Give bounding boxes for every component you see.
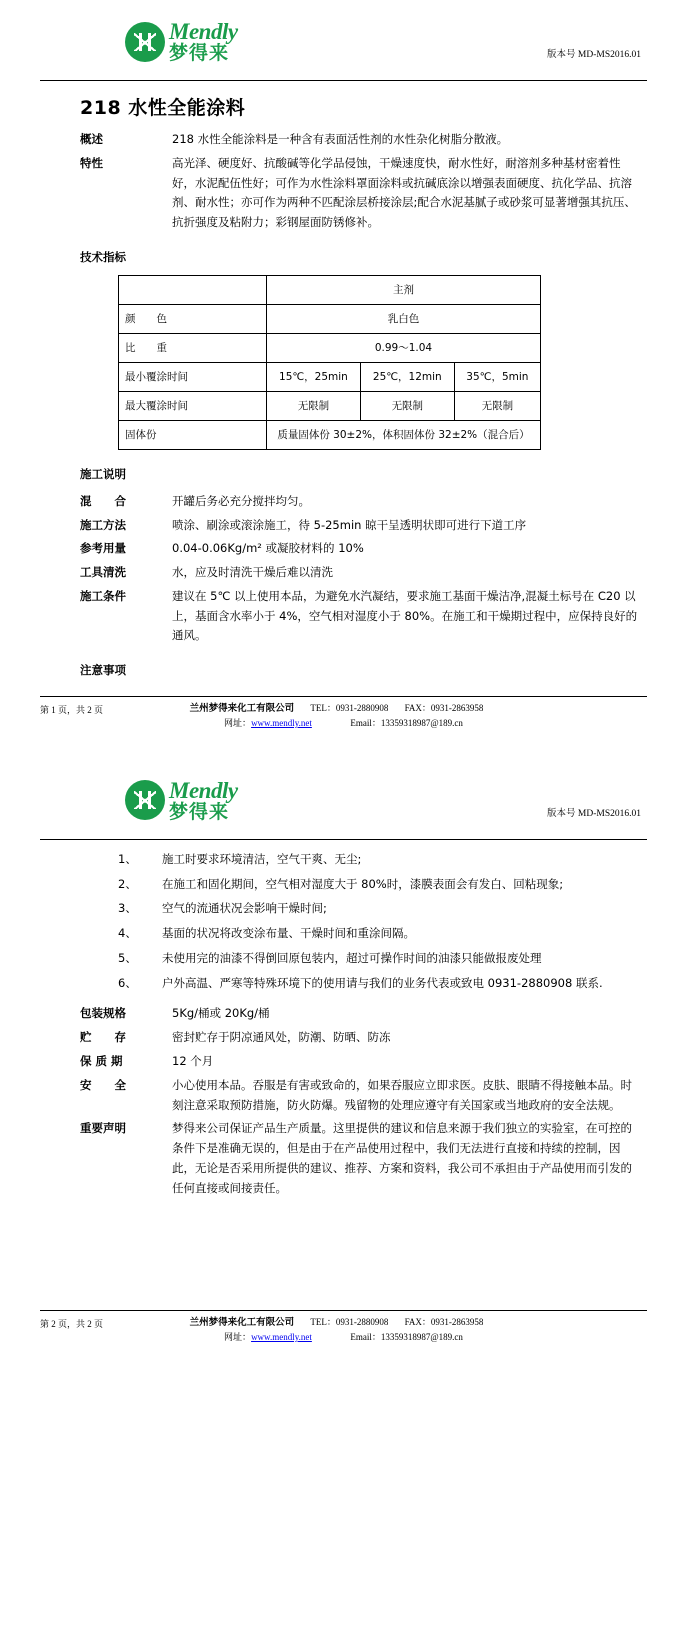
spec-table bbox=[118, 275, 541, 450]
storage-value: 密封贮存于阴凉通风处，防潮、防晒、防冻 bbox=[172, 1030, 391, 1045]
header-divider-p1 bbox=[40, 80, 647, 81]
spec-label-solids: 固体份 bbox=[119, 420, 267, 449]
method-label: 施工方法 bbox=[80, 517, 126, 532]
footer-company-p2: 兰州梦得来化工有限公司 bbox=[189, 1317, 295, 1329]
spec-value-min-recoat-1: 15℃，25min bbox=[267, 362, 361, 391]
footer-email-p1: 13359318987@189.cn bbox=[380, 717, 463, 728]
footer-web-label-p2: 网址： bbox=[224, 1332, 252, 1343]
list-item bbox=[40, 924, 647, 944]
list-item bbox=[40, 974, 647, 994]
conditions-row bbox=[40, 587, 647, 646]
footer-company-p1: 兰州梦得来化工有限公司 bbox=[189, 703, 295, 715]
shelf-life-label: 保 质 期 bbox=[80, 1053, 123, 1068]
tool-clean-row bbox=[40, 563, 647, 583]
note-text-3: 空气的流通状况会影响干燥时间; bbox=[162, 901, 327, 916]
page-footer-2 bbox=[40, 1310, 647, 1353]
logo-text bbox=[169, 20, 238, 63]
note-number-1: 1、 bbox=[118, 851, 137, 866]
method-row bbox=[40, 516, 647, 536]
disclaimer-label: 重要声明 bbox=[80, 1121, 126, 1136]
spec-value-solids: 质量固体份 30±2%，体积固体份 32±2%（混合后） bbox=[267, 420, 541, 449]
list-item bbox=[40, 850, 647, 870]
features-label: 特性 bbox=[80, 155, 103, 170]
safety-row bbox=[40, 1076, 647, 1116]
table-row bbox=[119, 420, 541, 449]
list-item bbox=[40, 899, 647, 919]
mixing-label: 混 合 bbox=[80, 493, 126, 508]
list-item bbox=[40, 949, 647, 969]
notice-heading: 注意事项 bbox=[80, 663, 126, 678]
logo-chinese-name: 梦得来 bbox=[169, 42, 230, 64]
conditions-label: 施工条件 bbox=[80, 588, 126, 603]
footer-web-link-p1[interactable]: www.mendly.net bbox=[251, 717, 312, 728]
safety-value: 小心使用本品。吞服是有害或致命的，如果吞服应立即求医。皮肤、眼睛不得接触本品。时刻注意采取预防措施，防火防爆。残留物的处理应遵守有关国家或当地政府的安全法规。 bbox=[172, 1077, 632, 1112]
footer-divider-p2 bbox=[40, 1310, 647, 1311]
features-value: 高光泽、硬度好、抗酸碱等化学品侵蚀，干燥速度快，耐水性好，耐溶剂多种基材密着性好，水泥配伍性好；可作为水性涂料罩面涂料或抗碱底涂以增强表面硬度、抗化学品、抗溶剂、耐水性；亦可作为两种不匹配涂层桥接涂层;配合水泥基腻子或砂浆可显著增强其抗压、抗折强度及粘附力；彩钢屋面防锈修补。 bbox=[172, 155, 636, 230]
page-number-p2: 第 2 页，共 2 页 bbox=[40, 1319, 104, 1330]
storage-label: 贮 存 bbox=[80, 1030, 126, 1045]
tool-clean-label: 工具清洗 bbox=[80, 565, 126, 580]
table-row bbox=[119, 275, 541, 304]
logo-text-2 bbox=[169, 779, 238, 822]
spec-value-max-recoat-3: 无限制 bbox=[454, 391, 540, 420]
packaging-label: 包装规格 bbox=[80, 1006, 126, 1021]
note-text-6: 户外高温、严寒等特殊环境下的使用请与我们的业务代表或致电 0931-2880908 联系. bbox=[162, 975, 603, 990]
spec-label-max-recoat: 最大覆涂时间 bbox=[119, 391, 267, 420]
page-header-2 bbox=[40, 777, 647, 835]
footer-web-link-p2[interactable]: www.mendly.net bbox=[251, 1332, 312, 1343]
logo-mark-icon bbox=[125, 22, 165, 62]
note-number-3: 3、 bbox=[118, 901, 137, 916]
disclaimer-row bbox=[40, 1119, 647, 1198]
spec-value-min-recoat-3: 35℃，5min bbox=[454, 362, 540, 391]
spec-header-blank bbox=[119, 275, 267, 304]
storage-row bbox=[40, 1028, 647, 1048]
logo-chinese-name-2: 梦得来 bbox=[169, 800, 230, 823]
logo-english-name-2: Mendly bbox=[169, 777, 238, 803]
spec-label-color: 颜 色 bbox=[119, 304, 267, 333]
conditions-value: 建议在 5℃ 以上使用本品，为避免水汽凝结，要求施工基面干燥洁净,混凝土标号在 C20 以上，基面含水率小于 4%，空气相对湿度小于 80%。在施工和干燥期过程中，应保持良好的通风。 bbox=[172, 588, 638, 643]
note-number-4: 4、 bbox=[118, 926, 137, 941]
spec-value-min-recoat-2: 25℃，12min bbox=[360, 362, 454, 391]
overview-label: 概述 bbox=[80, 132, 103, 146]
page-gap bbox=[0, 739, 687, 765]
footer-fax-p2: FAX：0931-2863958 bbox=[404, 1317, 484, 1328]
consumption-label: 参考用量 bbox=[80, 541, 126, 556]
footer-web-label-p1: 网址： bbox=[224, 717, 252, 728]
page-title: 218 水性全能涂料 bbox=[80, 97, 246, 119]
shelf-life-row bbox=[40, 1052, 647, 1072]
company-logo-2 bbox=[125, 779, 238, 822]
list-item bbox=[40, 875, 647, 895]
version-number-p2: 版本号 MD-MS2016.01 bbox=[547, 808, 641, 819]
footer-fax-p1: FAX：0931-2863958 bbox=[404, 703, 484, 714]
footer-tel-p1: TEL：0931-2880908 bbox=[310, 703, 389, 714]
note-text-1: 施工时要求环境清洁，空气干爽、无尘; bbox=[162, 851, 362, 866]
spec-value-max-recoat-2: 无限制 bbox=[360, 391, 454, 420]
note-number-5: 5、 bbox=[118, 950, 137, 965]
consumption-value: 0.04-0.06Kg/m² 或凝胶材料的 10% bbox=[172, 541, 364, 556]
note-text-2: 在施工和固化期间，空气相对湿度大于 80%时，漆膜表面会有发白、回粘现象; bbox=[162, 876, 564, 891]
spec-value-density: 0.99～1.04 bbox=[267, 333, 541, 362]
method-value: 喷涂、刷涂或滚涂施工，待 5-25min 晾干呈透明状即可进行下道工序 bbox=[172, 517, 527, 532]
note-number-2: 2、 bbox=[118, 876, 137, 891]
spec-label-min-recoat: 最小覆涂时间 bbox=[119, 362, 267, 391]
table-row bbox=[119, 304, 541, 333]
table-row bbox=[119, 391, 541, 420]
document-page-2 bbox=[0, 765, 687, 1353]
construction-heading: 施工说明 bbox=[80, 466, 126, 481]
overview-row bbox=[40, 130, 647, 150]
note-text-5: 未使用完的油漆不得倒回原包装内，超过可操作时间的油漆只能做报废处理 bbox=[162, 950, 542, 965]
page-footer-1 bbox=[40, 696, 647, 739]
page-number-p1: 第 1 页，共 2 页 bbox=[40, 705, 104, 716]
note-number-6: 6、 bbox=[118, 975, 137, 990]
note-text-4: 基面的状况将改变涂布量、干燥时间和重涂间隔。 bbox=[162, 926, 415, 941]
footer-email-p2: 13359318987@189.cn bbox=[380, 1332, 463, 1343]
consumption-row bbox=[40, 539, 647, 559]
spec-header-main: 主剂 bbox=[267, 275, 541, 304]
tool-clean-value: 水，应及时清洗干燥后难以清洗 bbox=[172, 565, 333, 580]
document-page-1 bbox=[0, 0, 687, 739]
footer-email-label-p2: Email： bbox=[350, 1332, 381, 1343]
spec-heading: 技术指标 bbox=[80, 249, 126, 264]
overview-value: 218 水性全能涂料是一种含有表面活性剂的水性杂化树脂分散液。 bbox=[172, 132, 509, 146]
packaging-row bbox=[40, 1004, 647, 1024]
spec-label-density: 比 重 bbox=[119, 333, 267, 362]
safety-label: 安 全 bbox=[80, 1077, 126, 1092]
shelf-life-value: 12 个月 bbox=[172, 1053, 214, 1068]
disclaimer-value: 梦得来公司保证产品生产质量。这里提供的建议和信息来源于我们独立的实验室，在可控的条件下是准确无误的，但是由于在产品使用过程中，我们无法进行直接和持续的控制，因此，无论是否采用所提供的建议、推荐、方案和资料，我公司不承担由于产品使用而引发的任何直接或间接责任。 bbox=[172, 1121, 632, 1195]
company-logo bbox=[125, 20, 238, 63]
table-row bbox=[119, 333, 541, 362]
packaging-value: 5Kg/桶或 20Kg/桶 bbox=[172, 1006, 270, 1021]
version-number-p1: 版本号 MD-MS2016.01 bbox=[547, 50, 641, 60]
table-row bbox=[119, 362, 541, 391]
spec-value-max-recoat-1: 无限制 bbox=[267, 391, 361, 420]
footer-divider-p1 bbox=[40, 696, 647, 697]
spec-value-color: 乳白色 bbox=[267, 304, 541, 333]
footer-tel-p2: TEL：0931-2880908 bbox=[310, 1317, 389, 1328]
footer-email-label-p1: Email： bbox=[350, 717, 381, 728]
mixing-row bbox=[40, 492, 647, 512]
page-header bbox=[40, 18, 647, 76]
logo-english-name: Mendly bbox=[169, 19, 238, 44]
mixing-value: 开罐后务必充分搅拌均匀。 bbox=[172, 493, 310, 508]
features-row bbox=[40, 154, 647, 233]
logo-mark-icon bbox=[125, 780, 165, 820]
